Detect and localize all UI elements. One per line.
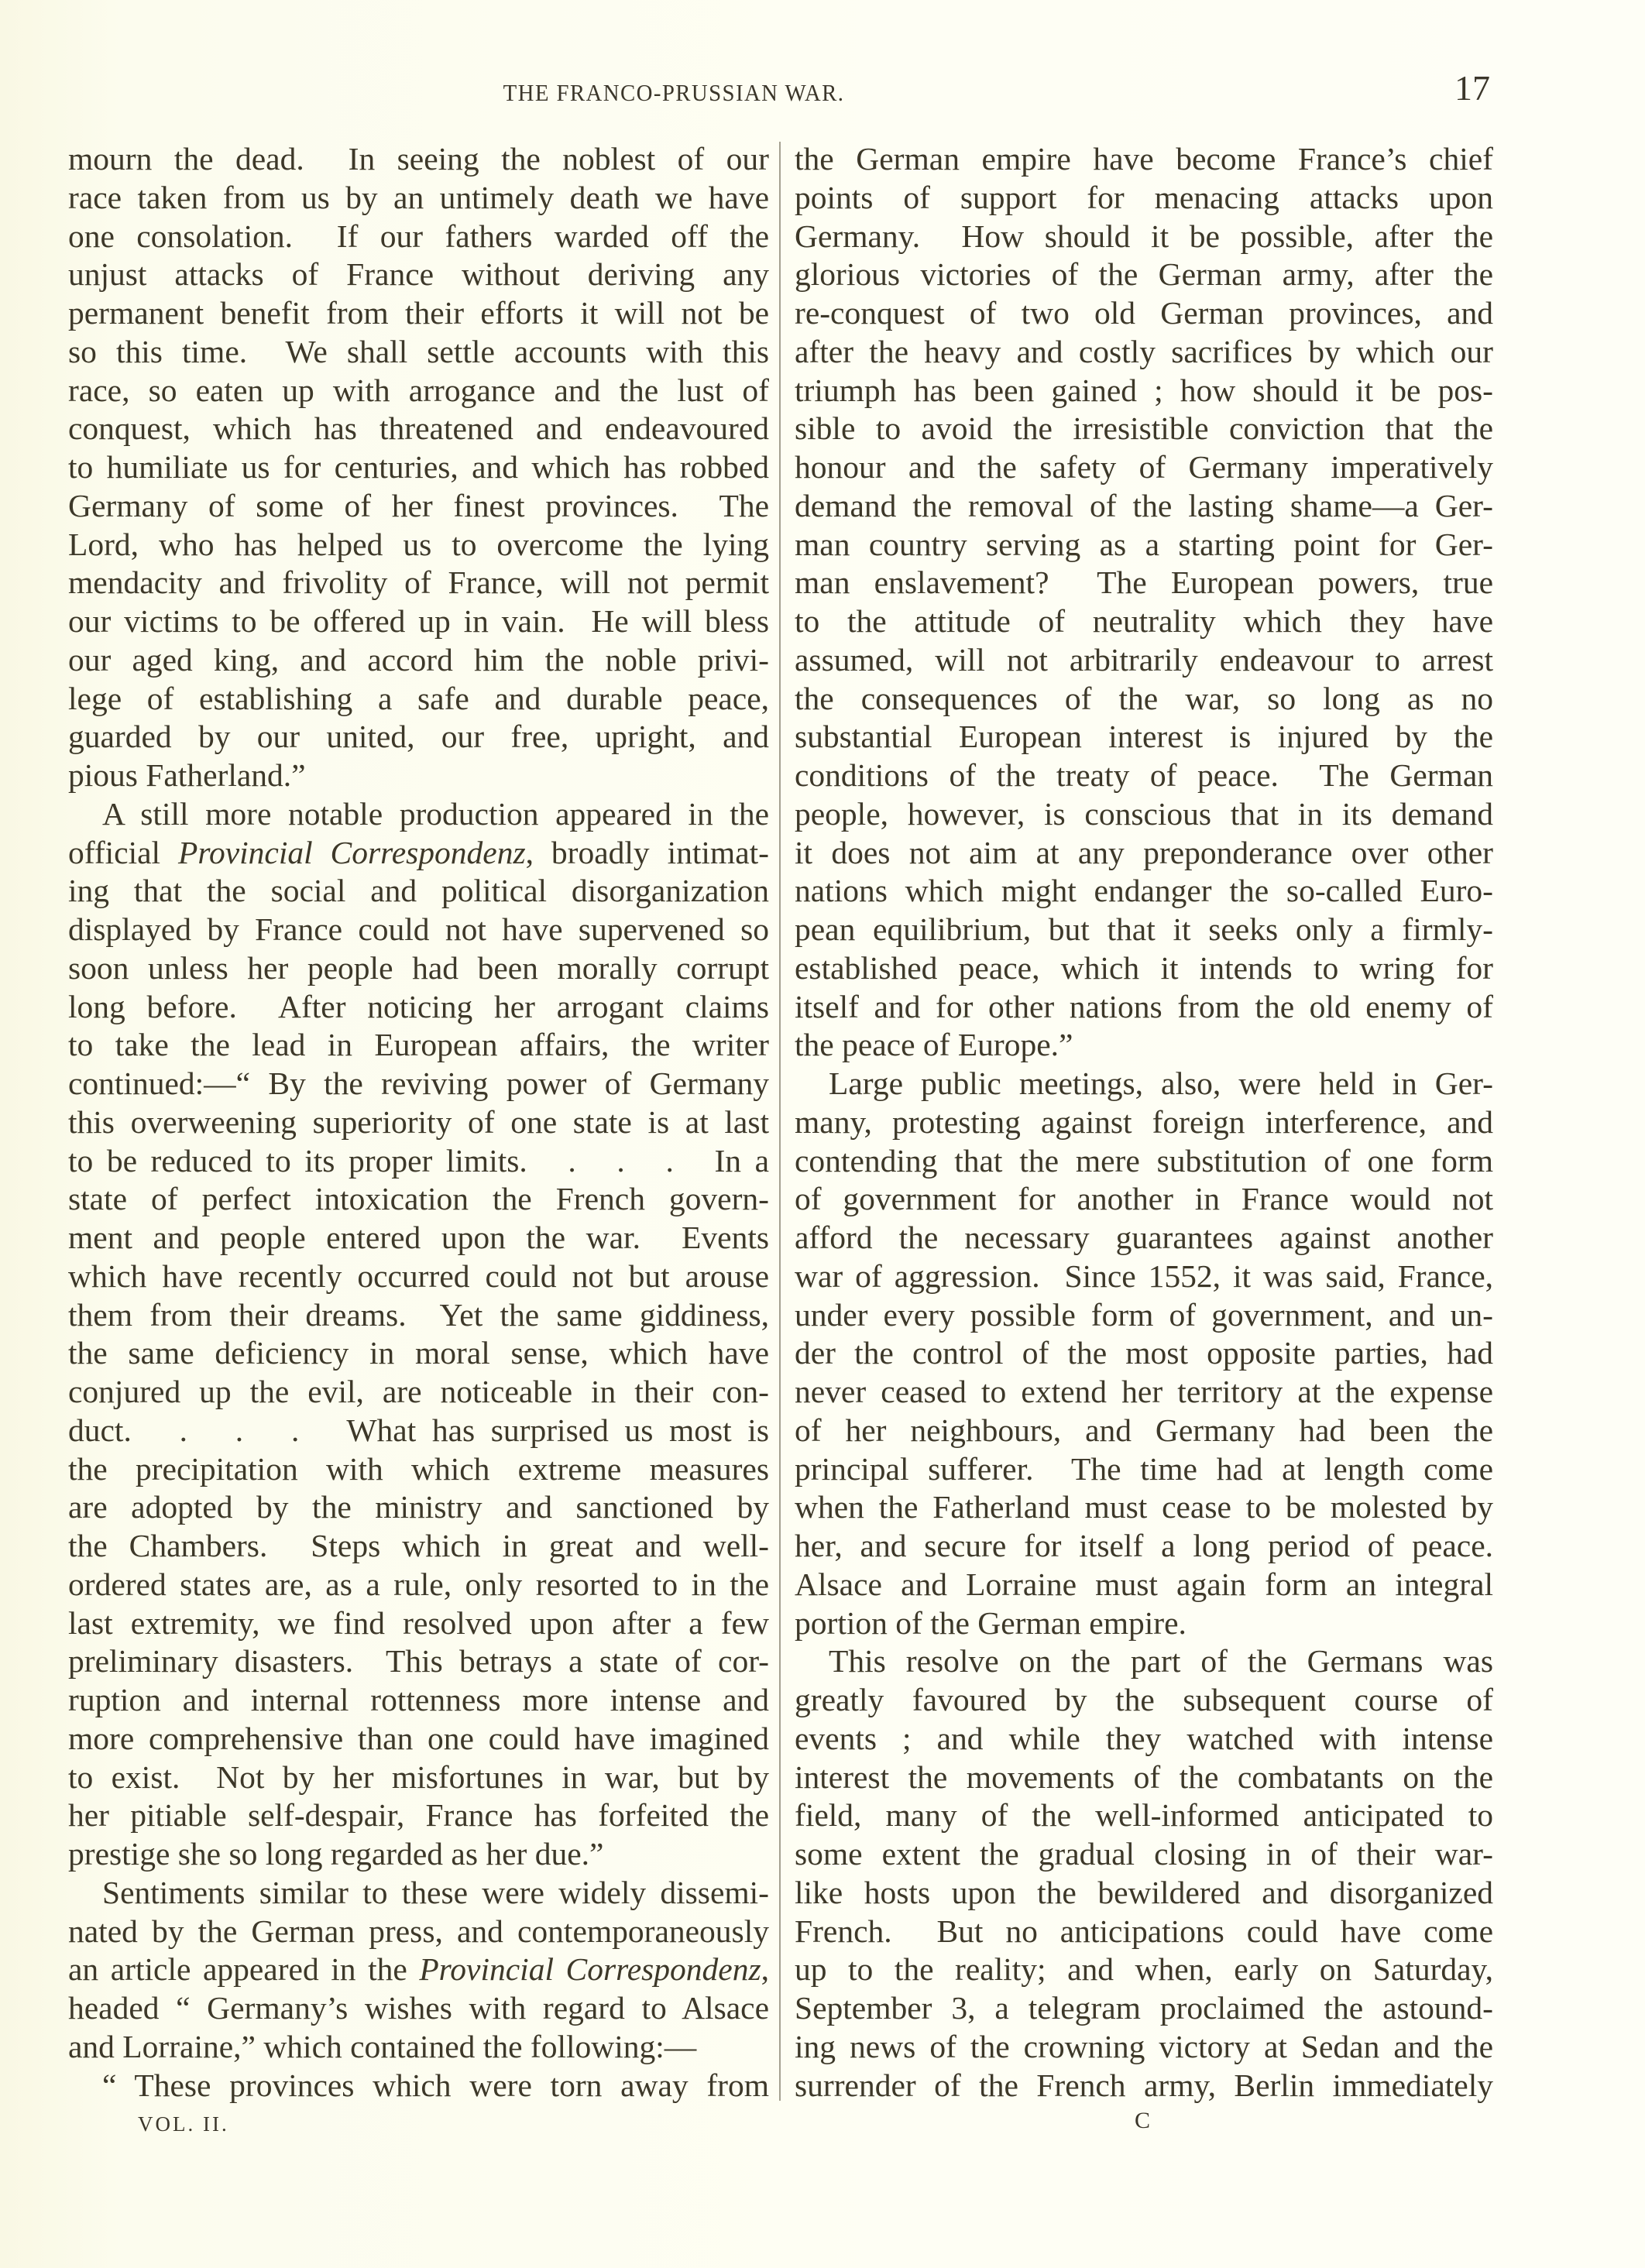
text-line: pean equilibrium, but that it seeks only a firmly- [795, 911, 1493, 947]
text-line [68, 1951, 769, 1989]
text-line: triumph has been gained ; how should it be pos- [795, 372, 1493, 408]
text-line: our aged king, and accord him the noble privi- [68, 641, 769, 678]
text-line: duct. . . . What has surprised us most is [68, 1412, 769, 1448]
page-number: 17 [1454, 68, 1490, 108]
text-run: , broadly intimat- [525, 834, 769, 870]
text-line: the precipitation with which extreme measures [68, 1450, 769, 1487]
text-line: continued:—“ By the reviving power of Germany [68, 1065, 769, 1101]
text-line: war of aggression. Since 1552, it was said, France, [795, 1258, 1493, 1294]
text-line: man country serving as a starting point for Ger- [795, 526, 1493, 562]
text-line: substantial European interest is injured by the [795, 719, 1493, 755]
text-line: conquest, which has threatened and endeavoured [68, 410, 769, 447]
text-line: never ceased to extend her territory at the expense [795, 1374, 1493, 1409]
text-line: to exist. Not by her misfortunes in war, but by [68, 1758, 769, 1795]
text-line: mourn the dead. In seeing the noblest of our [68, 141, 769, 177]
text-line: so this time. We shall settle accounts with this [68, 333, 769, 369]
text-line: prestige she so long regarded as her due.” [68, 1836, 604, 1872]
text-line: nations which might endanger the so-called Euro- [795, 873, 1493, 909]
text-line: the German empire have become France’s chief [795, 141, 1493, 177]
text-line: this overweening superiority of one state is at last [68, 1103, 769, 1140]
text-line: honour and the safety of Germany imperatively [795, 449, 1493, 485]
text-line: of government for another in France would not [795, 1181, 1493, 1217]
right-text-column [795, 140, 1493, 2105]
text-line: some extent the gradual closing in of their war- [795, 1836, 1493, 1872]
text-line: guarded by our united, our free, upright, and [68, 719, 769, 755]
text-line: the peace of Europe.” [795, 1027, 1073, 1063]
text-line: to humiliate us for centuries, and which has robbed [68, 449, 769, 485]
text-line: assumed, will not arbitrarily endeavour to arrest [795, 641, 1493, 678]
text-line: when the Fatherland must cease to be molested by [795, 1489, 1493, 1525]
text-line: race, so eaten up with arrogance and the lust of [68, 372, 769, 408]
text-line: ordered states are, as a rule, only resorted to in the [68, 1566, 769, 1602]
text-line: This resolve on the part of the Germans was [829, 1643, 1493, 1680]
text-line: surrender of the French army, Berlin immediately [795, 2067, 1493, 2103]
text-line: lege of establishing a safe and durable peace, [68, 680, 769, 716]
text-line: A still more notable production appeared in the [102, 795, 769, 832]
text-line: points of support for menacing attacks upon [795, 179, 1493, 215]
text-line: Lord, who has helped us to overcome the lying [68, 526, 769, 562]
text-line: demand the removal of the lasting shame—a Ger- [795, 487, 1493, 523]
text-line: interest the movements of the combatants on the [795, 1758, 1493, 1795]
text-line: it does not aim at any preponderance over other [795, 834, 1493, 870]
text-line: her, and secure for itself a long period of peace. [795, 1528, 1493, 1563]
text-run: , [761, 1951, 769, 1988]
text-line: conditions of the treaty of peace. The German [795, 757, 1493, 793]
text-line: displayed by France could not have supervened so [68, 911, 769, 947]
text-line: people, however, is conscious that in its demand [795, 795, 1493, 832]
text-line: Germany. How should it be possible, after the [795, 218, 1493, 254]
text-line: which have recently occurred could not but arouse [68, 1258, 769, 1294]
text-line: after the heavy and costly sacrifices by which our [795, 333, 1493, 369]
text-line: long before. After noticing her arrogant claims [68, 988, 769, 1024]
text-line: like hosts upon the bewildered and disorganized [795, 1874, 1493, 1910]
text-line: ing that the social and political disorganization [68, 873, 769, 909]
text-line: pious Fatherland.” [68, 757, 306, 793]
text-line: race taken from us by an untimely death we have [68, 179, 769, 215]
text-line: many, protesting against foreign interference, and [795, 1103, 1493, 1140]
text-line: soon unless her people had been morally corrupt [68, 949, 769, 986]
text-line: are adopted by the ministry and sanctioned by [68, 1489, 769, 1525]
text-line: one consolation. If our fathers warded off the [68, 218, 769, 254]
text-line: French. But no anticipations could have come [795, 1913, 1493, 1949]
text-line: last extremity, we find resolved upon after a few [68, 1604, 769, 1641]
text-line: principal sufferer. The time had at length come [795, 1450, 1493, 1487]
text-line: Germany of some of her finest provinces. The [68, 487, 769, 523]
text-line: afford the necessary guarantees against another [795, 1220, 1493, 1255]
text-line: mendacity and frivolity of France, will not permit [68, 564, 769, 601]
text-line: events ; and while they watched with intense [795, 1720, 1493, 1756]
text-line: sible to avoid the irresistible conviction that the [795, 410, 1493, 447]
italic-publication-title: Provincial Correspondenz [419, 1951, 761, 1988]
text-line: up to the reality; and when, early on Saturday, [795, 1951, 1493, 1988]
text-line: conjured up the evil, are noticeable in their con- [68, 1374, 769, 1409]
text-line: to the attitude of neutrality which they have [795, 603, 1493, 639]
text-line: Alsace and Lorraine must again form an integral [795, 1566, 1493, 1602]
text-line: glorious victories of the German army, after the [795, 256, 1493, 293]
text-line: her pitiable self-despair, France has forfeited the [68, 1797, 769, 1834]
text-line: established peace, which it intends to wring for [795, 949, 1493, 986]
text-line: permanent benefit from their efforts it will not be [68, 295, 769, 331]
text-line: more comprehensive than one could have imagined [68, 1720, 769, 1756]
text-line: ment and people entered upon the war. Events [68, 1220, 769, 1255]
text-line: under every possible form of government, and un- [795, 1296, 1493, 1333]
text-line: greatly favoured by the subsequent course of [795, 1682, 1493, 1717]
text-line: re-conquest of two old German provinces, and [795, 295, 1493, 331]
text-line: our victims to be offered up in vain. He will bless [68, 603, 769, 639]
text-line: to take the lead in European affairs, the writer [68, 1027, 769, 1063]
signature-mark: C [1135, 2108, 1151, 2133]
left-text-column [68, 140, 769, 2105]
text-line: man enslavement? The European powers, true [795, 564, 1493, 601]
running-title: THE FRANCO-PRUSSIAN WAR. [503, 79, 845, 106]
text-line: “ These provinces which were torn away from [102, 2067, 769, 2103]
text-line: and Lorraine,” which contained the following:— [68, 2028, 697, 2064]
text-line: them from their dreams. Yet the same giddiness, [68, 1296, 769, 1333]
italic-publication-title: Provincial Correspondenz [177, 834, 526, 870]
column-divider-rule [779, 142, 781, 2101]
text-line: ing news of the crowning victory at Sedan and the [795, 2028, 1493, 2064]
text-line: Sentiments similar to these were widely dissemi- [102, 1874, 769, 1910]
text-line: itself and for other nations from the old enemy of [795, 988, 1493, 1024]
text-line: the same deficiency in moral sense, which have [68, 1335, 769, 1371]
text-line: unjust attacks of France without deriving any [68, 256, 769, 293]
text-line: preliminary disasters. This betrays a state of cor- [68, 1643, 769, 1680]
text-run: official [68, 834, 178, 870]
text-line: ruption and internal rottenness more intense and [68, 1682, 769, 1717]
text-line: field, many of the well-informed anticipated to [795, 1797, 1493, 1834]
text-line: the consequences of the war, so long as no [795, 680, 1493, 716]
text-line: of her neighbours, and Germany had been the [795, 1412, 1493, 1448]
text-run: an article appeared in the [68, 1951, 420, 1988]
text-line [68, 834, 769, 873]
text-line: portion of the German empire. [795, 1604, 1187, 1641]
text-line: state of perfect intoxication the French govern- [68, 1181, 769, 1217]
text-line: der the control of the most opposite parties, had [795, 1335, 1493, 1371]
text-line: to be reduced to its proper limits. . . . In a [68, 1142, 769, 1179]
text-line: September 3, a telegram proclaimed the astound- [795, 1990, 1493, 2026]
text-line: headed “ Germany’s wishes with regard to Alsace [68, 1990, 769, 2026]
text-line: nated by the German press, and contemporaneously [68, 1913, 769, 1949]
text-line: Large public meetings, also, were held in Ger- [829, 1065, 1493, 1101]
text-line: the Chambers. Steps which in great and well- [68, 1528, 769, 1563]
volume-footer: VOL. II. [138, 2112, 229, 2136]
text-line: contending that the mere substitution of one form [795, 1142, 1493, 1179]
